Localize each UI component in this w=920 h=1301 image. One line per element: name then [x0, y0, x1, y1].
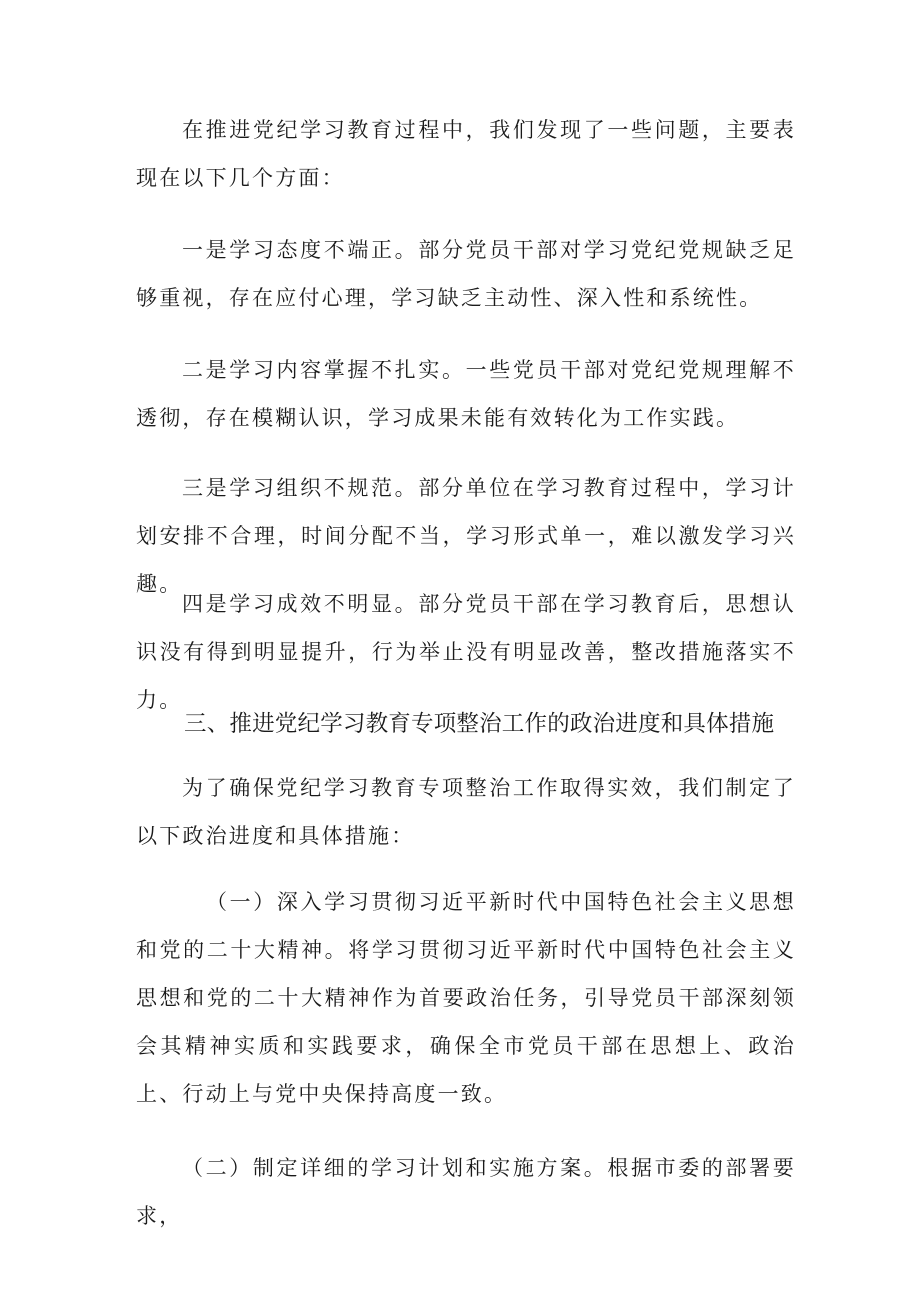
paragraph-problem-4: 四是学习成效不明显。部分党员干部在学习教育后，思想认识没有得到明显提升，行为举止没有明显改善，整改措施落实不力。	[136, 592, 796, 712]
paragraph-measure-2: （二）制定详细的学习计划和实施方案。根据市委的部署要求，	[136, 1156, 796, 1228]
paragraph-measures-intro: 为了确保党纪学习教育专项整治工作取得实效，我们制定了以下政治进度和具体措施：	[136, 776, 796, 848]
section-heading: 三、推进党纪学习教育专项整治工作的政治进度和具体措施	[184, 711, 775, 737]
paragraph-measure-1: （一）深入学习贯彻习近平新时代中国特色社会主义思想和党的二十大精神。将学习贯彻习近平新时代中国特色社会主义思想和党的二十大精神作为首要政治任务，引导党员干部深刻领会其精神实质和实践要求，确保全市党员干部在思想上、政治上、行动上与党中央保持高度一致。	[136, 890, 796, 1106]
paragraph-problem-1: 一是学习态度不端正。部分党员干部对学习党纪党规缺乏足够重视，存在应付心理，学习缺乏主动性、深入性和系统性。	[136, 238, 796, 310]
paragraph-intro-problems: 在推进党纪学习教育过程中，我们发现了一些问题，主要表现在以下几个方面：	[136, 118, 796, 190]
paragraph-problem-3: 三是学习组织不规范。部分单位在学习教育过程中，学习计划安排不合理，时间分配不当，学习形式单一，难以激发学习兴趣。	[136, 476, 796, 596]
paragraph-problem-2: 二是学习内容掌握不扎实。一些党员干部对党纪党规理解不透彻，存在模糊认识，学习成果未能有效转化为工作实践。	[136, 358, 796, 430]
